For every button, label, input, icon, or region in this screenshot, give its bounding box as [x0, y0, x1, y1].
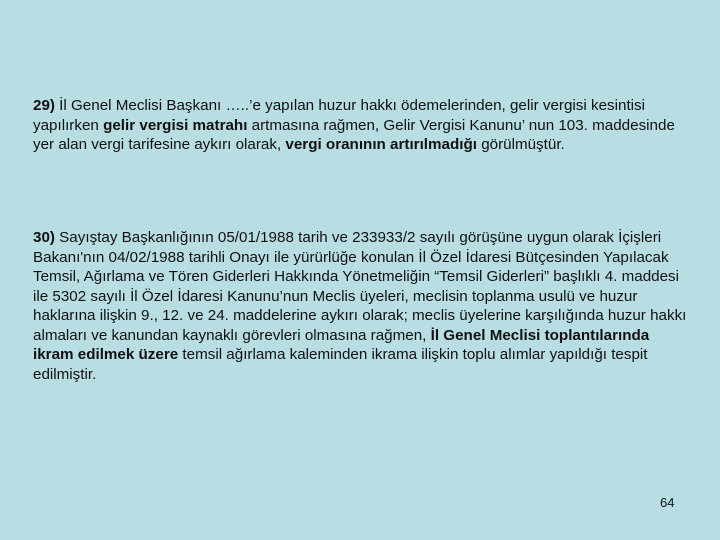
emphasis-text: gelir vergisi matrahı — [103, 116, 248, 134]
item-number: 30) — [33, 229, 55, 246]
item-number: 29) — [33, 97, 55, 114]
page-number: 64 — [660, 495, 675, 510]
paragraph-text: İl Genel Meclisi Başkanı …..’e yapılan huzur hakkı ödemelerinden, gelir vergisi kesintisi yapılırken — [33, 97, 646, 134]
paragraph-text: temsil ağırlama kaleminden ikrama ilişkin toplu alımlar yapıldığı tespit edilmiştir. — [33, 346, 648, 383]
emphasis-text: vergi oranının artırılmadığı — [285, 136, 477, 153]
paragraph-text: artmasına rağmen, Gelir Vergisi Kanunu’ nun 103. maddesinde yer alan vergi tarifesine aykırı olarak, — [33, 116, 675, 153]
paragraph-item-30 — [33, 228, 693, 384]
paragraph-text: görülmüştür. — [476, 136, 565, 153]
paragraph-item-29 — [33, 96, 693, 155]
paragraph-text: Sayıştay Başkanlığının 05/01/1988 tarih ve 233933/2 sayılı görüşüne uygun olarak İçişleri Bakanı'nın 04/02/1988 tarihli Onayı ile yürürlüğe konulan İl Özel İdaresi Bütçesinden Yapılacak Temsil, Ağırlama ve Tören Giderleri Hakkında Yönetmeliğin “Temsil Giderleri” başlıklı 4. maddesi ile 5302 sayılı İl Özel İdaresi Kanunu’nun Meclis üyeleri, meclisin toplanma usulü ve huzur haklarına ilişkin 9., 12. ve 24. maddelerine aykırı olarak; meclis üyelerine karşılığında huzur hakkı almaları ve kanundan kaynaklı görevleri olmasına rağmen, — [33, 229, 687, 344]
emphasis-text: İl Genel Meclisi toplantılarında ikram edilmek üzere — [33, 326, 650, 363]
